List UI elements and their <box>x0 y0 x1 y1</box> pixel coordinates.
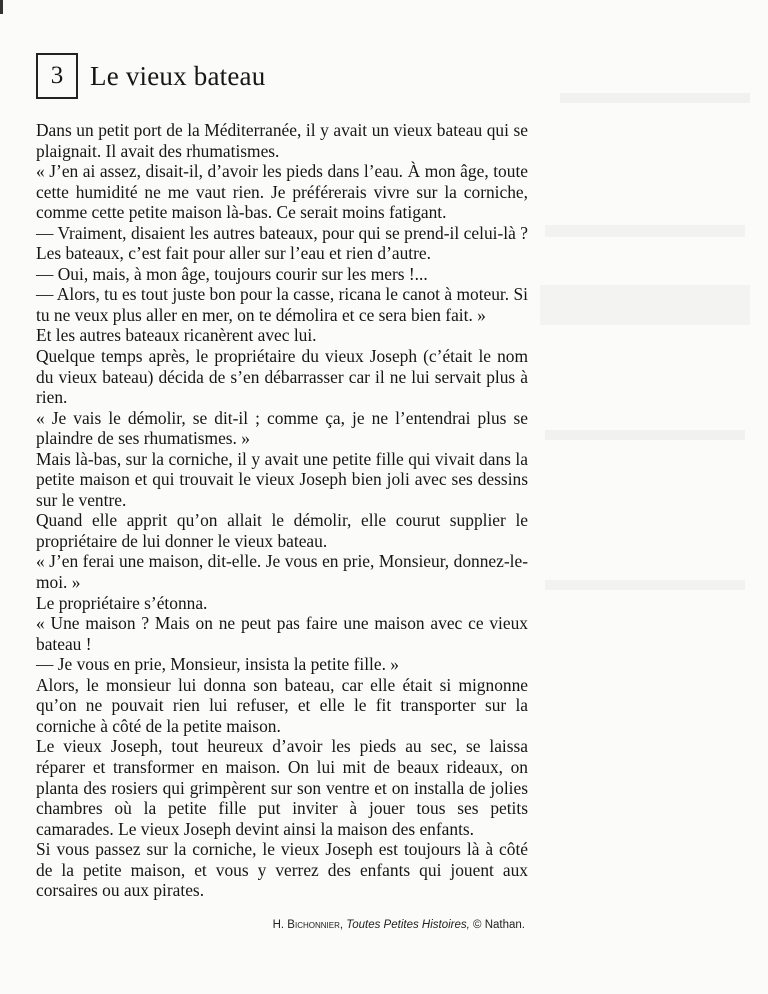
paragraph: Quand elle apprit qu’on allait le démolir, elle courut supplier le propriétaire de lui donner le vieux bateau. <box>36 510 528 551</box>
chapter-number: 3 <box>36 53 78 99</box>
paragraph: « Une maison ? Mais on ne peut pas faire une maison avec ce vieux bateau ! <box>36 613 528 654</box>
show-through-line <box>560 93 750 103</box>
paragraph: — Alors, tu es tout juste bon pour la casse, ricana le canot à moteur. Si tu ne veux plus aller en mer, on te démolira et ce sera bien fait. » <box>36 284 528 325</box>
paragraph: — Oui, mais, à mon âge, toujours courir sur les mers !... <box>36 263 428 284</box>
show-through-line <box>545 225 745 237</box>
paragraph: Et les autres bateaux ricanèrent avec lui. <box>36 325 317 346</box>
show-through-block <box>540 285 750 325</box>
paragraph: Le vieux Joseph, tout heureux d’avoir les pieds au sec, se laissa réparer et transformer en maison. On lui mit de beaux rideaux, on planta des rosiers qui grimpèrent sur son ventre et on installa de jolies chambres où la petite fille put inviter à jouer tous ses petits camarades. Le vieux Joseph devint ainsi la maison des enfants. <box>36 736 528 839</box>
paragraph: Le propriétaire s’étonna. <box>36 592 208 613</box>
story-text <box>36 120 528 901</box>
paragraph: « J’en ferai une maison, dit-elle. Je vous en prie, Monsieur, donnez-le-moi. » <box>36 551 528 593</box>
source-credit <box>273 919 525 931</box>
show-through-line <box>545 430 745 440</box>
paragraph: Mais là-bas, sur la corniche, il y avait une petite fille qui vivait dans la petite maison et qui trouvait le vieux Joseph bien joli avec ses dessins sur le ventre. <box>36 448 528 510</box>
paragraph: « J’en ai assez, disait-il, d’avoir les pieds dans l’eau. À mon âge, toute cette humidité ne me vaut rien. Je préférerais vivre sur la corniche, comme cette petite maison là-bas. Ce serait moins fatigant. <box>36 161 528 223</box>
credit-author: H. Bichonnier, <box>272 919 344 931</box>
credit-publisher: © Nathan. <box>473 919 525 931</box>
paragraph: Dans un petit port de la Méditerranée, il y avait un vieux bateau qui se plaignait. Il avait des rhumatismes. <box>36 120 528 161</box>
chapter-header <box>36 52 265 100</box>
paragraph: — Vraiment, disaient les autres bateaux, pour qui se prend-il celui-là ? Les bateaux, c’est fait pour aller sur l’eau et rien d’autre. <box>36 222 528 264</box>
paragraph: Quelque temps après, le propriétaire du vieux Joseph (c’était le nom du vieux bateau) décida de s’en débarrasser car il ne lui servait plus à rien. <box>36 346 528 408</box>
paragraph: Si vous passez sur la corniche, le vieux Joseph est toujours là à côté de la petite maison, et vous y verrez des enfants qui jouent aux corsaires ou aux pirates. <box>36 839 528 901</box>
credit-book-title: Toutes Petites Histoires, <box>346 919 470 931</box>
paragraph: « Je vais le démolir, se dit-il ; comme ça, je ne l’entendrai plus se plaindre de ses rhumatismes. » <box>36 407 528 449</box>
page-edge-mark <box>0 0 3 14</box>
show-through-line <box>545 580 745 590</box>
paragraph: — Je vous en prie, Monsieur, insista la petite fille. » <box>36 654 399 675</box>
chapter-title: Le vieux bateau <box>90 60 266 91</box>
paragraph: Alors, le monsieur lui donna son bateau, car elle était si mignonne qu’on ne pouvait rien lui refuser, et elle le fit transporter sur la corniche à côté de la petite maison. <box>36 674 528 736</box>
